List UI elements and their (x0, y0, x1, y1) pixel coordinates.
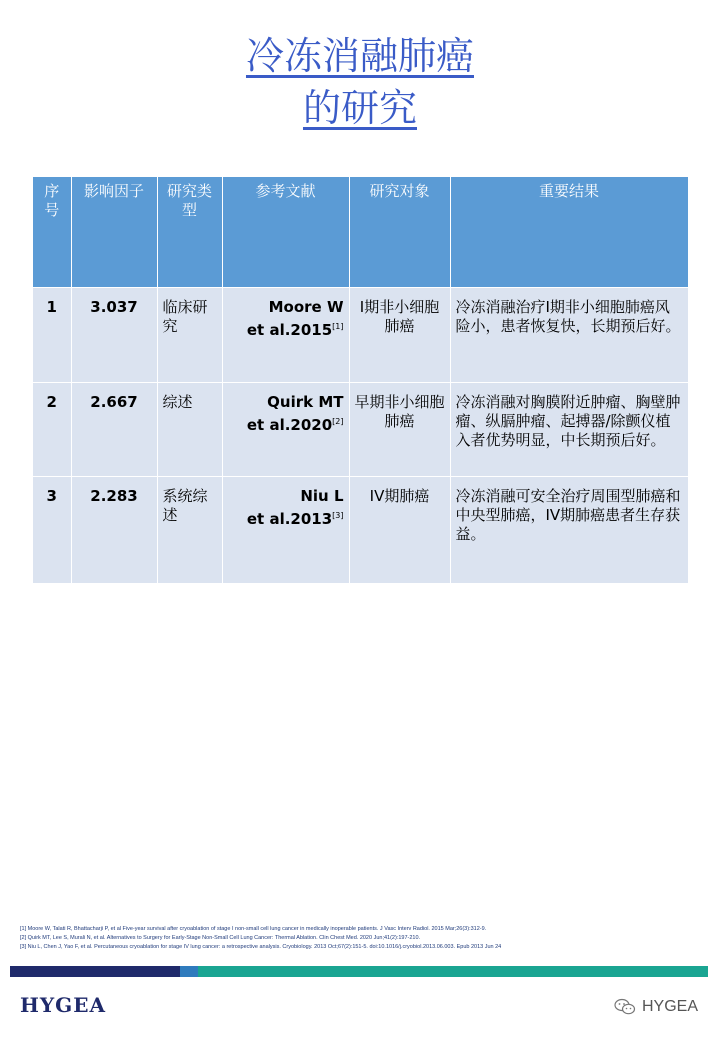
cell-subject: I期非小细胞肺癌 (349, 288, 450, 383)
wechat-label: HYGEA (641, 998, 698, 1015)
cell-result: 冷冻消融对胸膜附近肿瘤、胸壁肿瘤、纵膈肿瘤、起搏器/除颤仪植入者优势明显，中长期预后好。 (450, 383, 688, 477)
cell-no: 1 (33, 288, 71, 383)
cell-subject: IV期肺癌 (349, 477, 450, 584)
cell-reference (222, 477, 349, 584)
header-result: 重要结果 (450, 177, 688, 288)
cell-study-type: 临床研究 (157, 288, 222, 383)
ref-author: Quirk MT (267, 393, 344, 411)
cell-impact-factor: 2.283 (71, 477, 157, 584)
cell-impact-factor: 3.037 (71, 288, 157, 383)
hygea-logo: HYGEA (20, 993, 107, 1017)
ref-year: et al.2013 (246, 510, 333, 528)
results-table (33, 177, 689, 583)
footer-band-accent (180, 966, 198, 977)
header-subject: 研究对象 (349, 177, 450, 288)
footnote: [1] Moore W, Talati R, Bhattacharji P, et al Five-year survival after cryoablation of stage I non-small cell lung cancer in medically inoperable patients. J Vasc Interv Radiol. 2015 Mar;26(3):312-9. (20, 926, 487, 932)
ref-author: Niu L (300, 487, 344, 505)
cell-impact-factor: 2.667 (71, 383, 157, 477)
cell-no: 2 (33, 383, 71, 477)
cell-subject: 早期非小细胞肺癌 (349, 383, 450, 477)
cell-study-type: 综述 (157, 383, 222, 477)
cell-reference (222, 288, 349, 383)
footnotes (20, 925, 710, 952)
table-row (33, 288, 688, 383)
title-line-1: 冷冻消融肺癌 (245, 34, 474, 78)
wechat-icon (614, 998, 636, 1016)
footer-band-teal (180, 966, 708, 977)
wechat-watermark (614, 998, 698, 1016)
cell-no: 3 (33, 477, 71, 584)
footer-band-dark (10, 966, 180, 977)
ref-author: Moore W (268, 298, 344, 316)
ref-mark: [3] (332, 511, 344, 520)
cell-reference (222, 383, 349, 477)
table-header-row (33, 177, 688, 288)
table-row (33, 383, 688, 477)
header-impact-factor: 影响因子 (71, 177, 157, 288)
ref-year: et al.2015 (246, 321, 333, 339)
table-row (33, 477, 688, 584)
footer-band (10, 966, 708, 977)
page-title (0, 30, 720, 134)
header-reference: 参考文献 (222, 177, 349, 288)
cell-result: 冷冻消融治疗I期非小细胞肺癌风险小，患者恢复快，长期预后好。 (450, 288, 688, 383)
ref-mark: [2] (332, 417, 344, 426)
cell-study-type: 系统综述 (157, 477, 222, 584)
footnote: [2] Quirk MT, Lee S, Murali N, et al. Alternatives to Surgery for Early-Stage Non-Small Cell Lung Cancer: Thermal Ablation. Clin Chest Med. 2020 Jun;41(2):197-210. (20, 935, 421, 941)
header-no: 序号 (33, 177, 71, 288)
title-line-2: 的研究 (302, 86, 417, 130)
cell-result: 冷冻消融可安全治疗周围型肺癌和中央型肺癌，IV期肺癌患者生存获益。 (450, 477, 688, 584)
ref-mark: [1] (332, 322, 344, 331)
header-study-type: 研究类型 (157, 177, 222, 288)
ref-year: et al.2020 (246, 416, 333, 434)
footnote: [3] Niu L, Chen J, Yao F, et al. Percutaneous cryoablation for stage IV lung cancer: a retrospective analysis. Cryobiology. 2013 Oct;67(2):151-5. doi:10.1016/j.cryobiol.2013.06.003. Epub 2013 Jun 24 (20, 944, 502, 950)
